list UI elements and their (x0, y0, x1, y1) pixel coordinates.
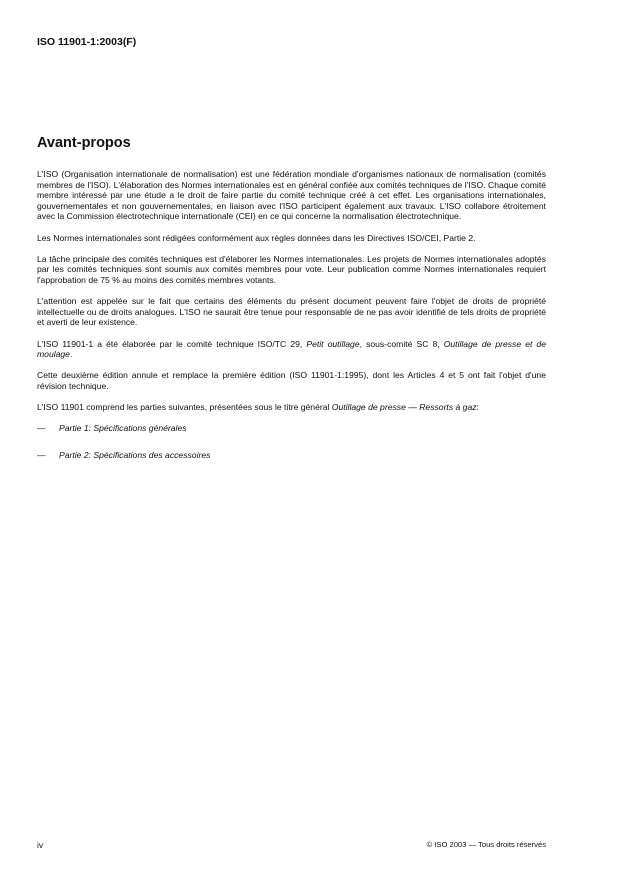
text-run: . (69, 349, 73, 360)
dash-bullet: — (37, 449, 46, 460)
subcommittee-name: Outillage de presse et de moulage (37, 338, 546, 360)
text-run: L'ISO 11901-1 a été élaborée par le comité technique ISO/TC 29, (37, 338, 307, 349)
text-run: : (476, 402, 479, 413)
foreword-body (37, 169, 546, 476)
paragraph-parts-intro (37, 402, 546, 413)
dash-bullet: — (37, 423, 46, 434)
paragraph-iso-intro: L'ISO (Organisation internationale de normalisation) est une fédération mondiale d'organismes nationaux de normalisation (comités membres de l'ISO). L'élaboration des Normes internationales est en général confiée aux comités techniques de l'ISO. Chaque comité membre intéressé par une étude a le droit de faire partie du comité technique créé à cet effet. Les organisations internationales, gouvernementales et non gouvernementales, en liaison avec l'ISO participent également aux travaux. L'ISO collabore étroitement avec la Commission électrotechnique internationale (CEI) en ce qui concerne la normalisation électrotechnique. (37, 169, 546, 222)
paragraph-directives: Les Normes internationales sont rédigées conformément aux règles données dans les Directives ISO/CEI, Partie 2. (37, 232, 476, 243)
parts-list (37, 423, 546, 460)
page-number: iv (37, 840, 44, 850)
list-item (37, 423, 546, 434)
paragraph-prepared-by (37, 339, 546, 360)
copyright-notice: © ISO 2003 — Tous droits réservés (426, 840, 546, 849)
list-item (37, 450, 546, 461)
paragraph-patent-rights: L'attention est appelée sur le fait que certains des éléments du présent document peuvent faire l'objet de droits de propriété intellectuelle ou de droits analogues. L'ISO ne saurait être tenue pour responsable de ne pas avoir identifié de tels droits de propriété et averti de leur existence. (37, 296, 546, 328)
part-label: Partie 1: Spécifications générales (59, 423, 187, 434)
section-title: Avant-propos (37, 135, 131, 151)
document-code: ISO 11901-1:2003(F) (37, 36, 137, 48)
text-run: , sous-comité SC 8, (359, 338, 444, 349)
committee-name: Petit outillage (306, 338, 360, 349)
paragraph-technical-committees: La tâche principale des comités techniques est d'élaborer les Normes internationales. Les projets de Normes internationales adoptés par les comités techniques sont soumis aux comités membres pour vote. Leur publication comme Normes internationales requiert l'approbation de 75 % au moins des comités membres votants. (37, 253, 546, 285)
general-title: Outillage de presse — Ressorts à gaz (331, 402, 477, 413)
part-label: Partie 2: Spécifications des accessoires (59, 449, 211, 460)
paragraph-edition: Cette deuxième édition annule et remplace la première édition (ISO 11901-1:1995), dont les Articles 4 et 5 ont fait l'objet d'une révision technique. (37, 370, 546, 391)
text-run: L'ISO 11901 comprend les parties suivantes, présentées sous le titre général (37, 402, 332, 413)
